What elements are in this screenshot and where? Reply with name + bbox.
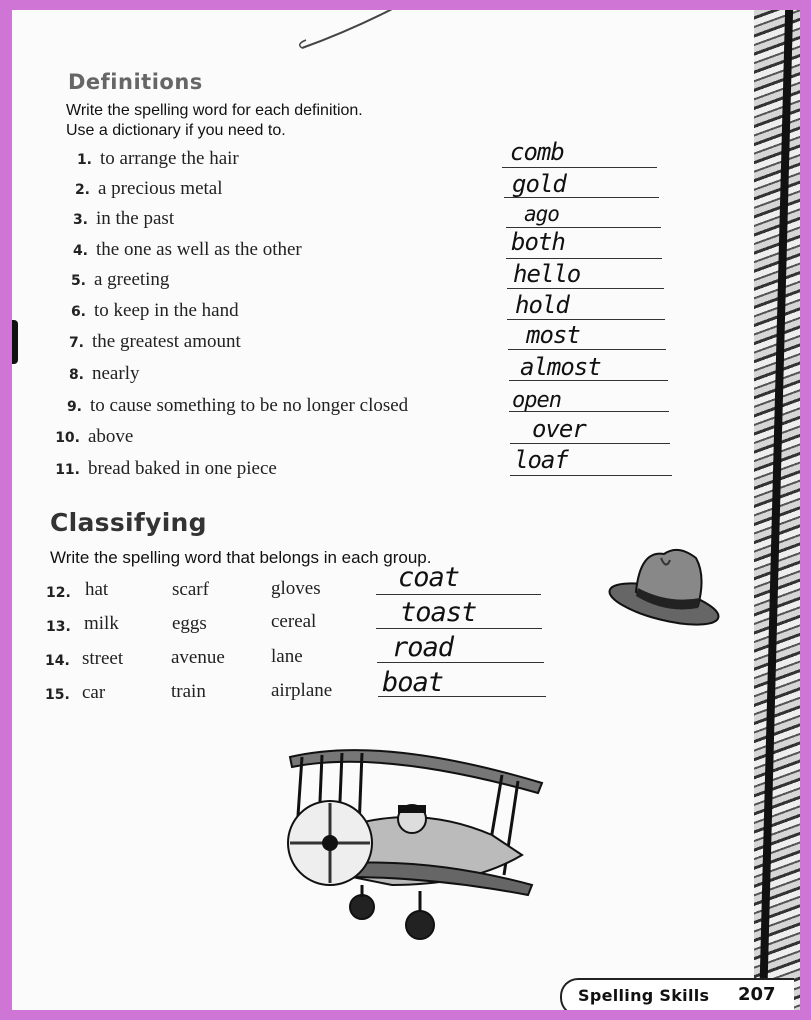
answer-line-5[interactable]	[507, 288, 664, 289]
classify-number-12: 12.	[46, 585, 71, 601]
definition-row-3	[48, 208, 174, 230]
handwritten-answer-12: coat	[398, 562, 460, 593]
definition-text: a precious metal	[98, 178, 223, 199]
classify-number-14: 14.	[45, 653, 70, 669]
definition-text: above	[88, 426, 134, 447]
handwritten-answer-2: gold	[512, 170, 566, 198]
classify-number-13: 13.	[46, 619, 71, 635]
definition-row-10	[40, 426, 133, 448]
item-number: 10.	[55, 430, 80, 446]
classify-word: airplane	[271, 680, 333, 701]
handwritten-answer-1: comb	[510, 138, 564, 166]
classify-word: street	[82, 648, 124, 669]
classify-word: cereal	[271, 611, 317, 632]
classify-word: scarf	[172, 579, 209, 600]
definition-row-7	[44, 331, 241, 353]
classify-answer-line-13[interactable]	[376, 628, 542, 629]
handwritten-answer-4: both	[511, 228, 565, 256]
classifying-instruction: Write the spelling word that belongs in each group.	[50, 548, 432, 567]
classify-word: car	[82, 682, 106, 703]
item-number: 2.	[74, 182, 90, 198]
page-number: 207	[738, 984, 776, 1005]
definition-text: the greatest amount	[92, 331, 241, 352]
definition-text: to cause something to be no longer closed	[90, 395, 409, 416]
item-number: 3.	[72, 212, 88, 228]
classify-word: eggs	[172, 613, 207, 634]
footer-label: Spelling Skills	[578, 986, 710, 1005]
scan-blot	[12, 320, 18, 364]
answer-line-10[interactable]	[510, 443, 670, 444]
classify-word: avenue	[171, 647, 225, 668]
answer-line-11[interactable]	[510, 475, 672, 476]
classify-word: lane	[271, 646, 303, 667]
classifying-heading: Classifying	[50, 508, 207, 537]
handwritten-answer-15: boat	[382, 667, 444, 698]
definition-text: to arrange the hair	[100, 148, 239, 169]
item-number: 1.	[76, 152, 92, 168]
handwritten-answer-8: almost	[520, 353, 601, 381]
definition-text: nearly	[92, 363, 140, 384]
handwritten-answer-10: over	[532, 415, 586, 443]
definitions-heading: Definitions	[68, 70, 203, 94]
pen-mark	[292, 10, 412, 60]
item-number: 8.	[68, 367, 84, 383]
handwritten-answer-9: open	[512, 388, 561, 413]
definition-row-4	[48, 239, 302, 261]
answer-line-4[interactable]	[506, 258, 662, 259]
definition-row-5	[46, 269, 169, 291]
definition-text: bread baked in one piece	[88, 458, 277, 479]
handwritten-answer-6: hold	[515, 291, 569, 319]
item-number: 4.	[72, 243, 88, 259]
biplane-illustration	[272, 735, 544, 950]
classify-word: train	[171, 681, 206, 702]
definition-text: a greeting	[94, 269, 170, 290]
definition-row-1	[52, 148, 239, 170]
handwritten-answer-11: loaf	[514, 446, 568, 474]
definition-row-8	[44, 363, 139, 385]
definition-text: the one as well as the other	[96, 239, 302, 260]
definition-row-11	[40, 458, 277, 480]
item-number: 11.	[55, 462, 80, 478]
classify-word: milk	[84, 613, 119, 634]
definition-text: in the past	[96, 208, 175, 229]
handwritten-answer-7: most	[526, 321, 580, 349]
definition-row-9	[42, 395, 408, 417]
definitions-instruction-2: Use a dictionary if you need to.	[66, 122, 286, 139]
definition-text: to keep in the hand	[94, 300, 239, 321]
handwritten-answer-14: road	[392, 632, 454, 663]
definition-row-2	[50, 178, 223, 200]
classify-answer-line-12[interactable]	[376, 594, 541, 595]
answer-line-7[interactable]	[508, 349, 666, 350]
item-number: 6.	[70, 304, 86, 320]
answer-line-6[interactable]	[507, 319, 665, 320]
handwritten-answer-5: hello	[513, 260, 581, 288]
item-number: 5.	[70, 273, 86, 289]
classify-word: gloves	[271, 578, 321, 599]
classify-number-15: 15.	[45, 687, 70, 703]
handwritten-answer-13: toast	[400, 597, 477, 628]
item-number: 7.	[68, 335, 84, 351]
handwritten-answer-3: ago	[524, 202, 559, 226]
worksheet-page	[12, 10, 800, 1010]
definitions-instruction-1: Write the spelling word for each definition.	[66, 102, 363, 119]
hat-illustration	[606, 540, 722, 626]
answer-line-1[interactable]	[502, 167, 657, 168]
definition-row-6	[46, 300, 239, 322]
classify-word: hat	[85, 579, 109, 600]
item-number: 9.	[66, 399, 82, 415]
